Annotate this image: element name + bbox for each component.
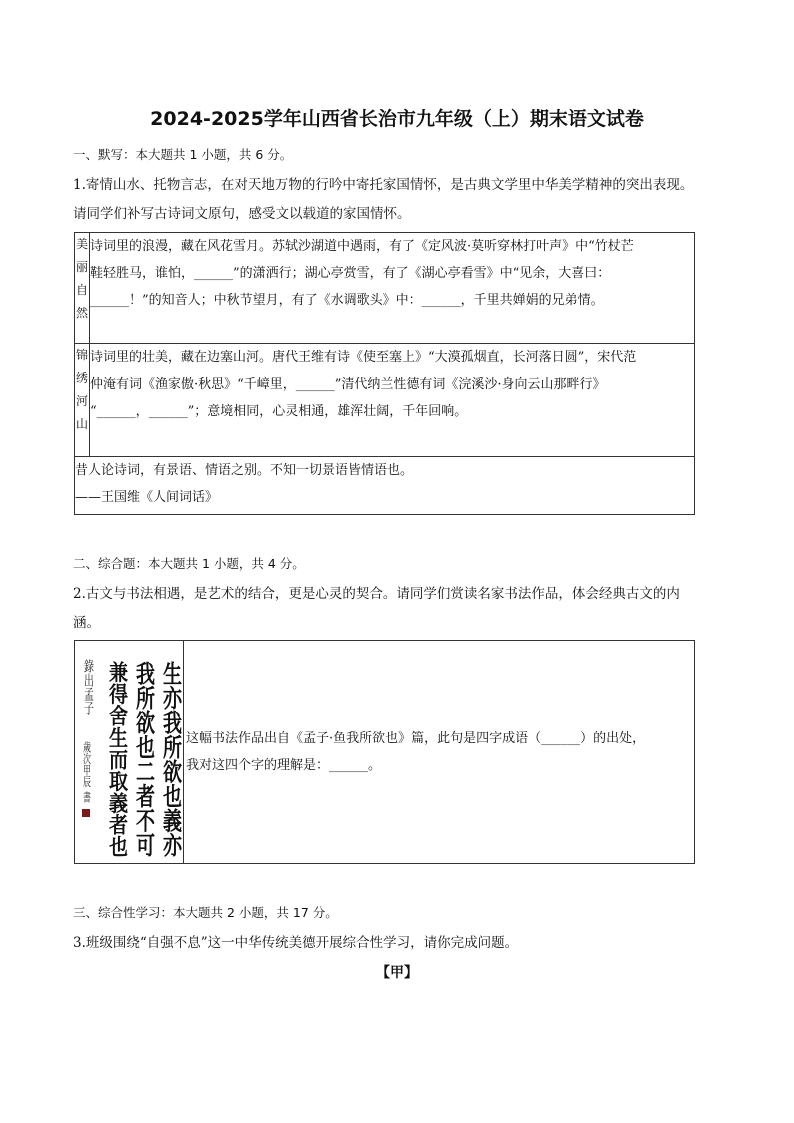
calligraphy-table xyxy=(74,640,695,864)
q3-prompt: 3.班级围绕“自强不息”这一中华传统美德开展综合性学习，请你完成问题。 xyxy=(73,935,519,951)
section2-heading: 二、综合题：本大题共 1 小题，共 4 分。 xyxy=(73,556,305,571)
calligraphy-column: 我所欲也二者不可 xyxy=(133,661,155,813)
calligraphy-column: 生亦我所欲也義亦 xyxy=(160,661,182,813)
section3-heading: 三、综合性学习：本大题共 2 小题，共 17 分。 xyxy=(73,905,338,920)
section1-heading: 一、默写：本大题共 1 小题，共 6 分。 xyxy=(73,147,293,162)
calligraphy-signature: 歲次甲辰 書 xyxy=(82,741,92,784)
side-char: 然 xyxy=(75,306,88,320)
quote-source: ——王国维《人间词话》 xyxy=(75,490,219,505)
side-char: 美 xyxy=(75,237,88,251)
side-char: 河 xyxy=(75,394,88,408)
poetry-table xyxy=(74,232,695,515)
text-line: 诗词里的浪漫，藏在风花雪月。苏轼沙湖道中遇雨，有了《定风波·莫听穿林打叶声》中“竹杖芒 xyxy=(90,239,634,254)
row-label-beautiful-nature xyxy=(75,233,90,344)
q2-prompt-line2: 涵。 xyxy=(73,615,100,631)
side-char: 锦 xyxy=(75,348,88,362)
calligraphy-question xyxy=(184,641,695,864)
text-line: 这幅书法作品出自《孟子·鱼我所欲也》篇，此句是四字成语（______）的出处， xyxy=(186,731,646,746)
side-char: 绣 xyxy=(75,371,88,385)
subsection-caption: 【甲】 xyxy=(376,965,418,981)
q2-prompt-line1: 2.古文与书法相遇，是艺术的结合，更是心灵的契合。请同学们赏读名家书法作品，体会经典古文的内 xyxy=(73,586,680,602)
side-char: 丽 xyxy=(75,260,88,274)
text-line: ______！”的知音人；中秋节望月，有了《水调歌头》中：______，千里共婵娟的兄弟情。 xyxy=(90,293,604,308)
seal-stamp xyxy=(82,809,90,817)
quote-cell xyxy=(75,457,695,515)
calligraphy-image xyxy=(75,641,184,864)
row-label-splendid-land xyxy=(75,344,90,457)
text-line: 我对这四个字的理解是：______。 xyxy=(186,758,382,773)
quote-text: 昔人论诗词，有景语、情语之别。不知一切景语皆情语也。 xyxy=(75,463,414,478)
page-title: 2024-2025学年山西省长治市九年级（上）期末语文试卷 xyxy=(150,108,644,130)
q1-prompt-line1: 1.寄情山水、托物言志，在对天地万物的行吟中寄托家国情怀，是古典文学里中华美学精神的突出表现。 xyxy=(73,177,694,193)
side-char: 自 xyxy=(75,283,88,297)
row-text-splendid-land xyxy=(90,344,695,457)
text-line: “______，______”；意境相同，心灵相通，雄浑壮阔，千年回响。 xyxy=(90,404,468,419)
calligraphy-inscription: 錄出孟子 xyxy=(81,659,93,699)
side-char: 山 xyxy=(75,417,88,431)
q1-prompt-line2: 请同学们补写古诗词文原句，感受文以载道的家国情怀。 xyxy=(73,206,411,222)
calligraphy-column: 兼得舍生而取義者也 xyxy=(106,661,128,832)
row-text-beautiful-nature xyxy=(90,233,695,344)
text-line: 仲淹有词《渔家傲·秋思》“千嶂里，______”清代纳兰性德有词《浣溪沙·身向云山那畔行》 xyxy=(90,377,606,392)
text-line: 诗词里的壮美，藏在边塞山河。唐代王维有诗《使至塞上》“大漠孤烟直，长河落日圆”，宋代范 xyxy=(90,350,637,365)
text-line: 鞋轻胜马，谁怕，______”的潇洒行；湖心亭赏雪，有了《湖心亭看雪》中“见余，大喜曰： xyxy=(90,266,611,281)
